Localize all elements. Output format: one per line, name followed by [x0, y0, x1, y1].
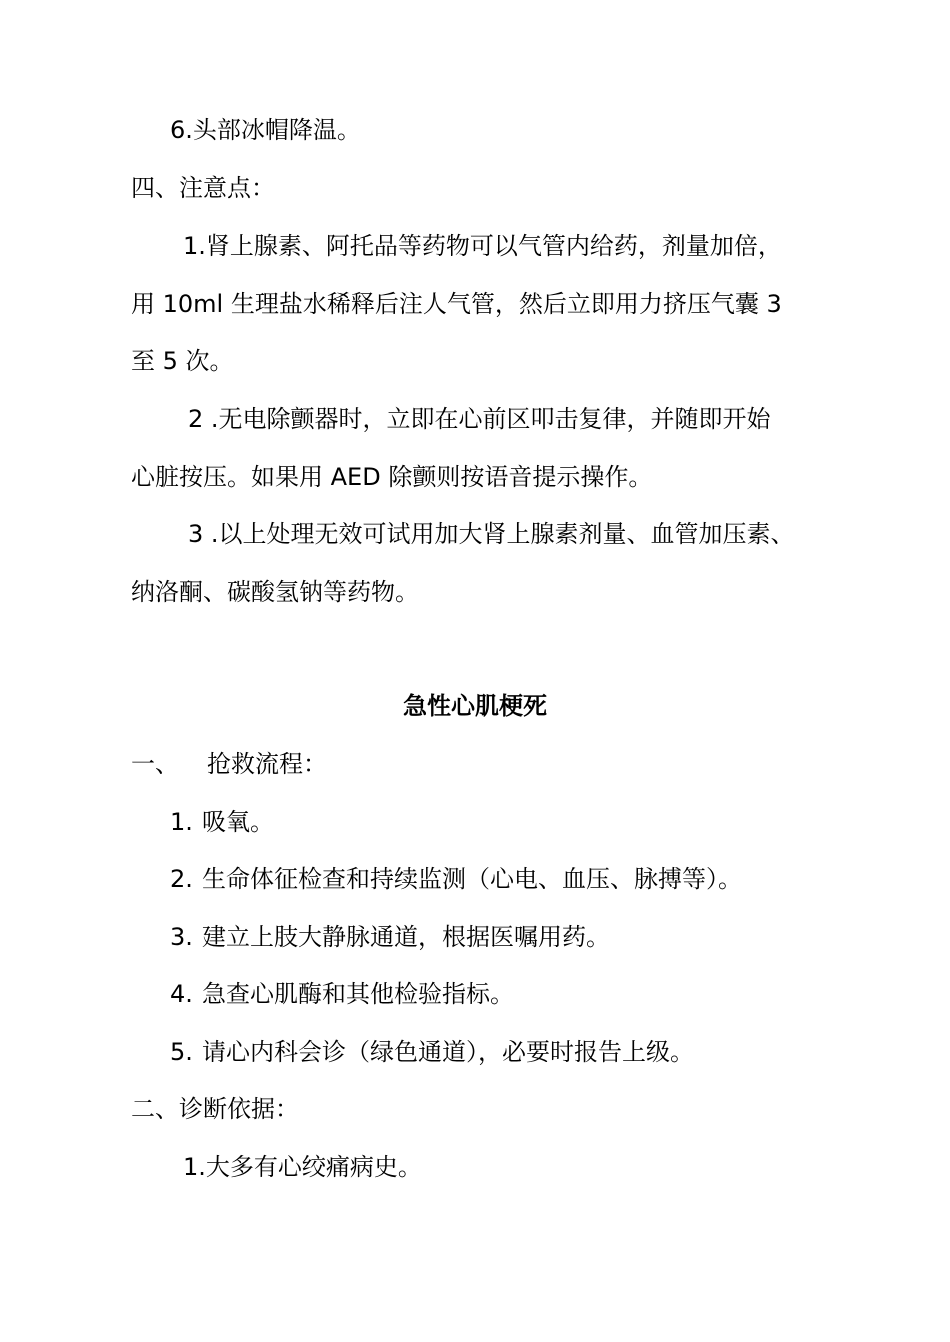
treatment-item-6: 6.头部冰帽降温。	[170, 116, 361, 144]
step-text: 生命体征检查和持续监测（心电、血压、脉搏等）。	[202, 865, 742, 893]
step-text: 建立上肢大静脉通道，根据医嘱用药。	[202, 923, 610, 951]
heading-diagnostic-basis: 二、诊断依据：	[131, 1095, 299, 1123]
diagnosis-item-1: 1.大多有心绞痛病史。	[183, 1153, 422, 1181]
note-1-line-3: 至 5 次。	[131, 347, 234, 375]
heading-rescue-procedure: 抢救流程：	[207, 750, 327, 778]
step-number: 2.	[170, 865, 193, 893]
note-3-line-2: 纳洛酮、碳酸氢钠等药物。	[131, 578, 419, 606]
step-text: 吸氧。	[202, 808, 274, 836]
note-3-line-1: 3 .以上处理无效可试用加大肾上腺素剂量、血管加压素、	[188, 520, 795, 548]
note-2-line-2: 心脏按压。如果用 AED 除颤则按语音提示操作。	[131, 463, 653, 491]
step-text: 请心内科会诊（绿色通道），必要时报告上级。	[202, 1038, 694, 1066]
heading-precautions: 四、注意点：	[131, 174, 275, 202]
step-number: 3.	[170, 923, 193, 951]
step-number: 1.	[170, 808, 193, 836]
section-title: 急性心肌梗死	[403, 692, 547, 720]
note-1-line-1: 1.肾上腺素、阿托品等药物可以气管内给药，剂量加倍，	[183, 232, 782, 260]
step-text: 急查心肌酶和其他检验指标。	[202, 980, 514, 1008]
step-number: 5.	[170, 1038, 193, 1066]
note-2-line-1: 2 .无电除颤器时，立即在心前区叩击复律，并随即开始	[188, 405, 771, 433]
step-number: 4.	[170, 980, 193, 1008]
heading-1-number: 一、	[131, 750, 179, 778]
note-1-line-2: 用 10ml 生理盐水稀释后注人气管，然后立即用力挤压气囊 3	[131, 290, 782, 318]
